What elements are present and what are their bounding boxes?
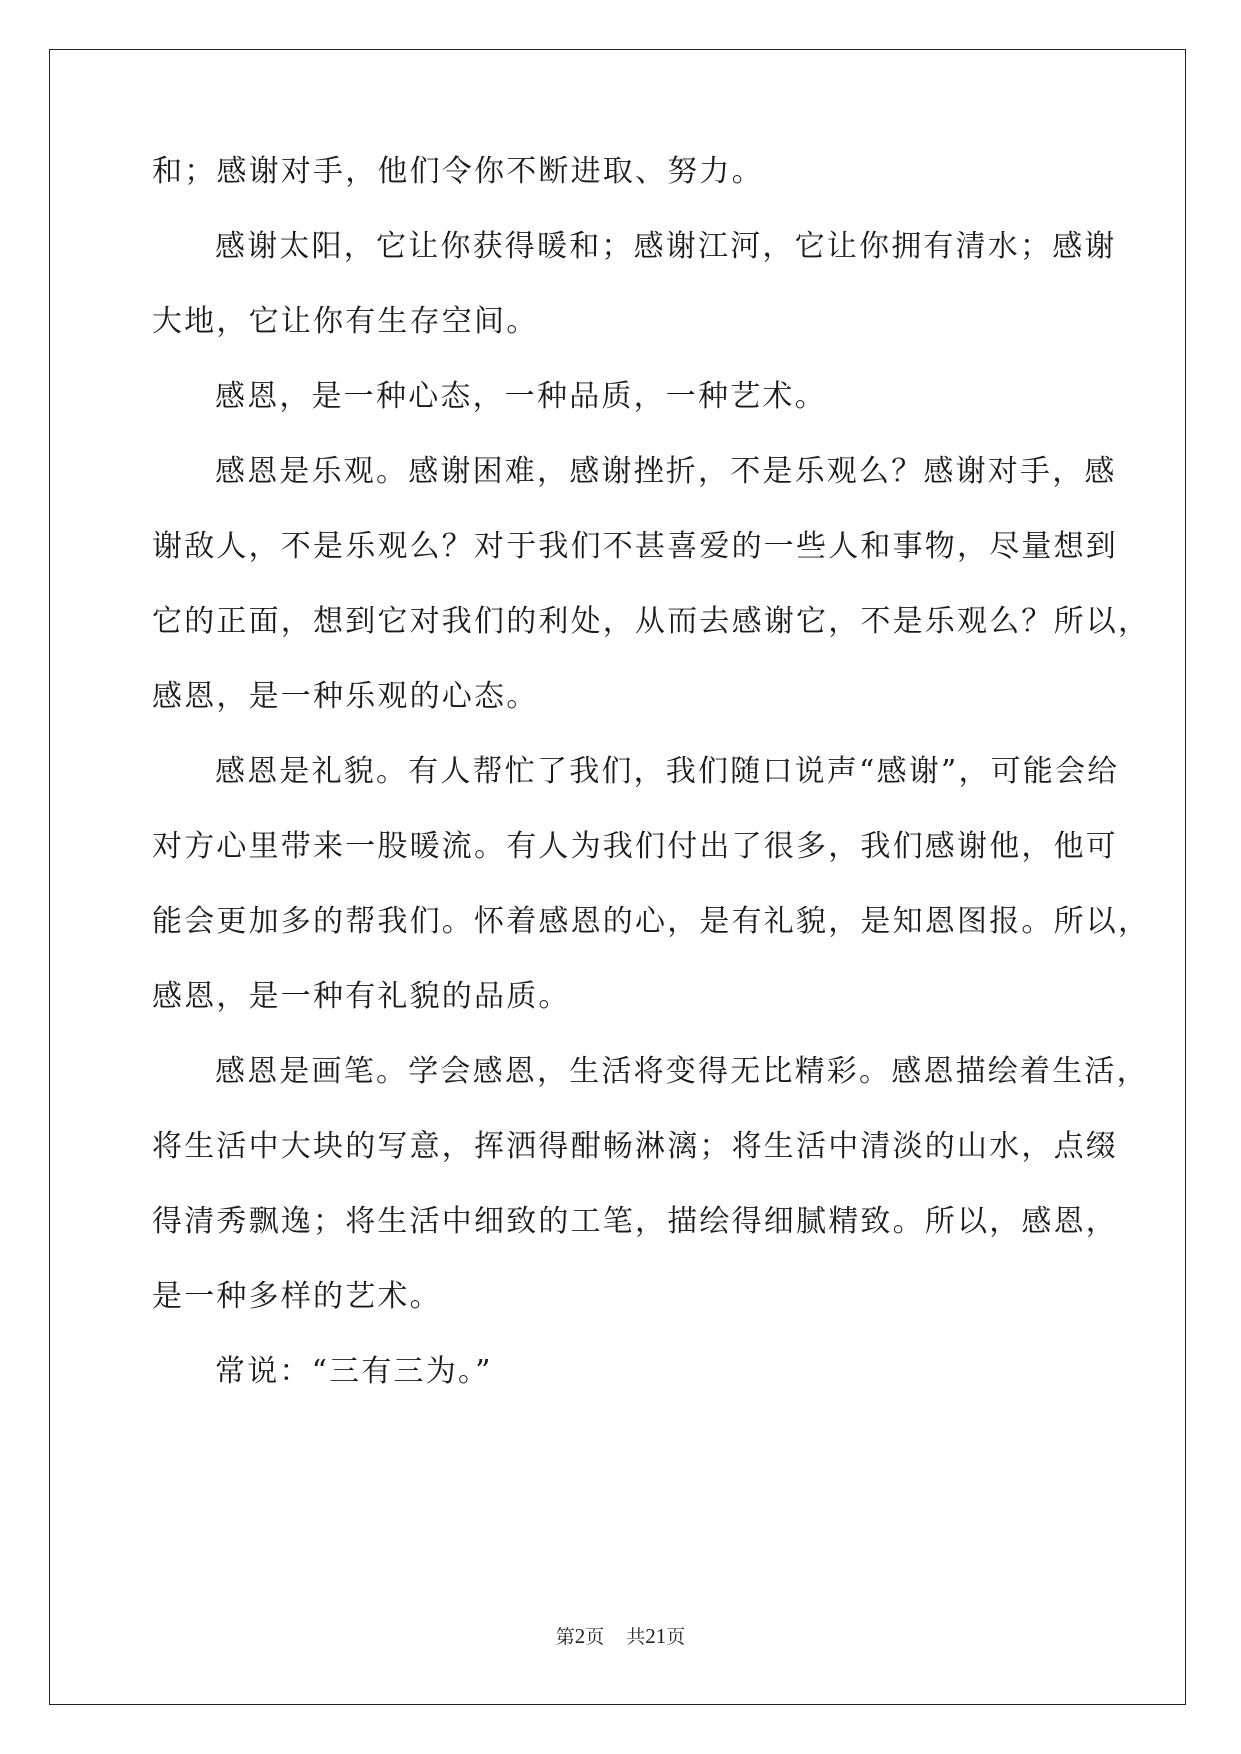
page-total: 21	[645, 1624, 667, 1648]
text-line: 感恩是乐观。感谢困难，感谢挫折，不是乐观么？感谢对手，感	[215, 454, 1117, 489]
page-suffix: 页	[585, 1626, 605, 1648]
text-line: 感恩，是一种乐观的心态。	[152, 679, 539, 714]
text-line: 得清秀飘逸；将生活中细致的工笔，描绘得细腻精致。所以，感恩，	[152, 1204, 1118, 1239]
text-line: 感恩，是一种有礼貌的品质。	[152, 979, 571, 1014]
text-line: 感恩，是一种心态，一种品质，一种艺术。	[215, 379, 827, 414]
page-current: 2	[574, 1624, 586, 1648]
total-prefix: 共	[626, 1626, 646, 1648]
text-line: 是一种多样的艺术。	[152, 1279, 442, 1314]
text-line: 和；感谢对手，他们令你不断进取、努力。	[152, 154, 764, 189]
text-line: 谢敌人，不是乐观么？对于我们不甚喜爱的一些人和事物，尽量想到	[152, 529, 1118, 564]
text-line: 大地，它让你有生存空间。	[152, 304, 539, 339]
text-line: 感恩是礼貌。有人帮忙了我们，我们随口说声“感谢”，可能会给	[215, 754, 1120, 789]
text-line: 它的正面，想到它对我们的利处，从而去感谢它，不是乐观么？所以，	[152, 604, 1151, 639]
text-line: 感谢太阳，它让你获得暖和；感谢江河，它让你拥有清水；感谢	[215, 229, 1117, 264]
page-prefix: 第	[555, 1626, 575, 1648]
text-line: 常说：“三有三为。”	[215, 1354, 493, 1389]
text-line: 对方心里带来一股暖流。有人为我们付出了很多，我们感谢他，他可	[152, 829, 1118, 864]
text-line: 将生活中大块的写意，挥洒得酣畅淋漓；将生活中清淡的山水，点缀	[152, 1129, 1118, 1164]
page-footer	[0, 1622, 1241, 1649]
total-suffix: 页	[666, 1626, 686, 1648]
page-border	[49, 49, 1186, 1705]
text-line: 能会更加多的帮我们。怀着感恩的心，是有礼貌，是知恩图报。所以，	[152, 904, 1151, 939]
text-line: 感恩是画笔。学会感恩，生活将变得无比精彩。感恩描绘着生活，	[215, 1054, 1149, 1089]
